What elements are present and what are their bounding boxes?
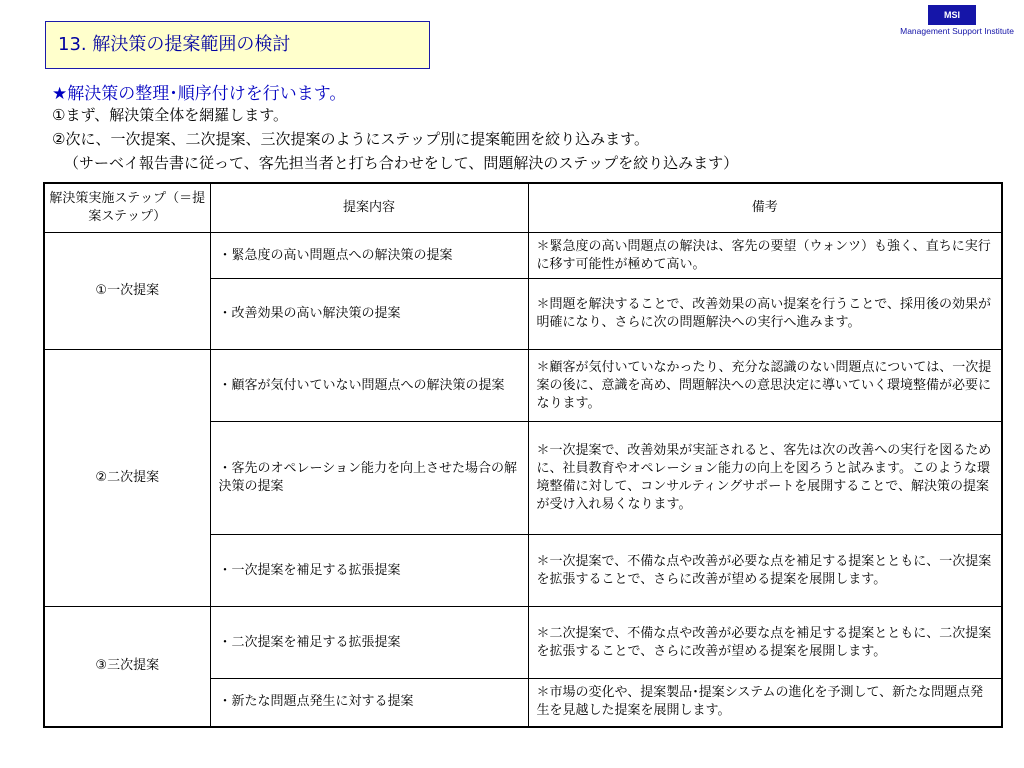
msi-logo: MSI (928, 5, 976, 25)
table-row (44, 233, 1002, 279)
intro-line-3: （サーベイ報告書に従って、客先担当者と打ち合わせをして、問題解決のステップを絞り込みます） (64, 154, 739, 172)
step-cell: ③三次提案 (44, 607, 210, 727)
header-remarks: 備考 (528, 183, 1002, 233)
remark-cell: ＊市場の変化や、提案製品･提案システムの進化を予測して、新たな問題点発生を見越した提案を展開します。 (528, 679, 1002, 727)
table-row (44, 350, 1002, 422)
logo-subtitle: Management Support Institute (900, 26, 1014, 36)
remark-cell: ＊顧客が気付いていなかったり、充分な認識のない問題点については、一次提案の後に、意識を高め、問題解決への意思決定に導いていく環境整備が必要になります。 (528, 350, 1002, 422)
content-cell: ・新たな問題点発生に対する提案 (210, 679, 528, 727)
header-step: 解決策実施ステップ（＝提案ステップ） (44, 183, 210, 233)
remark-cell: ＊一次提案で、不備な点や改善が必要な点を補足する提案とともに、一次提案を拡張することで、さらに改善が望める提案を展開します。 (528, 535, 1002, 607)
header-content: 提案内容 (210, 183, 528, 233)
table-row (44, 607, 1002, 679)
content-cell: ・二次提案を補足する拡張提案 (210, 607, 528, 679)
content-cell: ・一次提案を補足する拡張提案 (210, 535, 528, 607)
intro-line-1: ①まず、解決策全体を網羅します。 (52, 106, 289, 124)
step-cell: ②二次提案 (44, 350, 210, 607)
content-cell: ・緊急度の高い問題点への解決策の提案 (210, 233, 528, 279)
intro-line-2: ②次に、一次提案、二次提案、三次提案のようにステップ別に提案範囲を絞り込みます。 (52, 130, 649, 148)
proposal-table (43, 182, 1003, 728)
table-header-row (44, 183, 1002, 233)
headline: ★解決策の整理･順序付けを行います。 (52, 84, 347, 104)
page-title: 13. 解決策の提案範囲の検討 (45, 21, 430, 69)
content-cell: ・客先のオペレーション能力を向上させた場合の解決策の提案 (210, 422, 528, 535)
remark-cell: ＊一次提案で、改善効果が実証されると、客先は次の改善への実行を図るために、社員教育やオペレーション能力の向上を図ろうと試みます。このような環境整備に対して、コンサルティングサポートを展開することで、解決策の提案が受け入れ易くなります。 (528, 422, 1002, 535)
remark-cell: ＊緊急度の高い問題点の解決は、客先の要望（ウォンツ）も強く、直ちに実行に移す可能性が極めて高い。 (528, 233, 1002, 279)
remark-cell: ＊問題を解決することで、改善効果の高い提案を行うことで、採用後の効果が明確になり、さらに次の問題解決への実行へ進みます。 (528, 279, 1002, 350)
content-cell: ・改善効果の高い解決策の提案 (210, 279, 528, 350)
content-cell: ・顧客が気付いていない問題点への解決策の提案 (210, 350, 528, 422)
step-cell: ①一次提案 (44, 233, 210, 350)
remark-cell: ＊二次提案で、不備な点や改善が必要な点を補足する提案とともに、二次提案を拡張することで、さらに改善が望める提案を展開します。 (528, 607, 1002, 679)
